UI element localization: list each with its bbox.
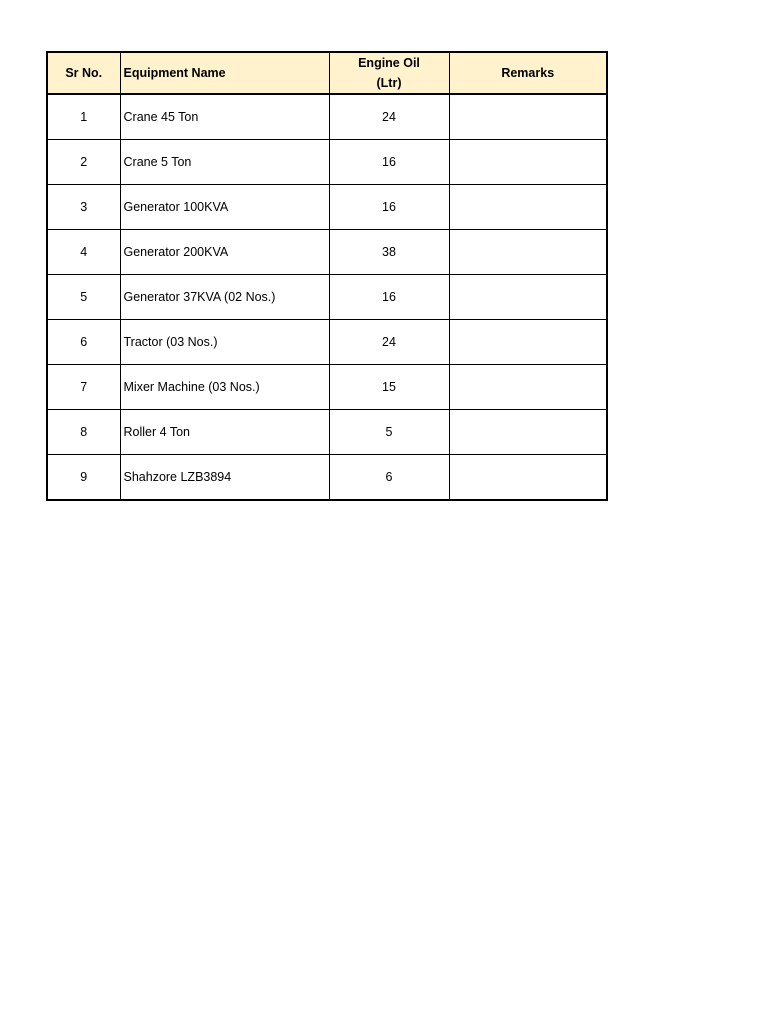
cell-equipment-name: Tractor (03 Nos.) [120, 320, 329, 365]
header-sr-no: Sr No. [47, 52, 120, 94]
cell-remarks [449, 185, 607, 230]
cell-equipment-name: Generator 200KVA [120, 230, 329, 275]
table-row [47, 94, 607, 140]
cell-remarks [449, 455, 607, 501]
cell-remarks [449, 230, 607, 275]
header-engine-oil [329, 52, 449, 94]
header-engine-oil-unit: (Ltr) [376, 76, 402, 90]
cell-engine-oil: 24 [329, 320, 449, 365]
table-row [47, 185, 607, 230]
cell-sr-no: 6 [47, 320, 120, 365]
cell-equipment-name: Generator 37KVA (02 Nos.) [120, 275, 329, 320]
cell-remarks [449, 410, 607, 455]
cell-engine-oil: 6 [329, 455, 449, 501]
table-row [47, 320, 607, 365]
cell-equipment-name: Roller 4 Ton [120, 410, 329, 455]
header-remarks: Remarks [449, 52, 607, 94]
table-row [47, 230, 607, 275]
table-row [47, 410, 607, 455]
cell-engine-oil: 38 [329, 230, 449, 275]
cell-equipment-name: Crane 5 Ton [120, 140, 329, 185]
cell-engine-oil: 15 [329, 365, 449, 410]
cell-remarks [449, 365, 607, 410]
cell-remarks [449, 320, 607, 365]
cell-engine-oil: 16 [329, 140, 449, 185]
table-header [47, 52, 607, 94]
cell-equipment-name: Generator 100KVA [120, 185, 329, 230]
header-row [47, 52, 607, 94]
cell-sr-no: 5 [47, 275, 120, 320]
cell-sr-no: 9 [47, 455, 120, 501]
cell-engine-oil: 16 [329, 185, 449, 230]
table-row [47, 275, 607, 320]
table-row [47, 455, 607, 501]
cell-engine-oil: 5 [329, 410, 449, 455]
cell-engine-oil: 24 [329, 94, 449, 140]
cell-remarks [449, 275, 607, 320]
cell-sr-no: 3 [47, 185, 120, 230]
equipment-oil-table [46, 51, 608, 501]
cell-equipment-name: Shahzore LZB3894 [120, 455, 329, 501]
cell-sr-no: 4 [47, 230, 120, 275]
cell-remarks [449, 140, 607, 185]
table-row [47, 365, 607, 410]
table-body [47, 94, 607, 500]
cell-remarks [449, 94, 607, 140]
cell-equipment-name: Mixer Machine (03 Nos.) [120, 365, 329, 410]
table-row [47, 140, 607, 185]
cell-sr-no: 1 [47, 94, 120, 140]
header-equipment-name: Equipment Name [120, 52, 329, 94]
cell-sr-no: 8 [47, 410, 120, 455]
cell-engine-oil: 16 [329, 275, 449, 320]
header-engine-oil-line1: Engine Oil [358, 56, 420, 70]
cell-equipment-name: Crane 45 Ton [120, 94, 329, 140]
cell-sr-no: 7 [47, 365, 120, 410]
cell-sr-no: 2 [47, 140, 120, 185]
